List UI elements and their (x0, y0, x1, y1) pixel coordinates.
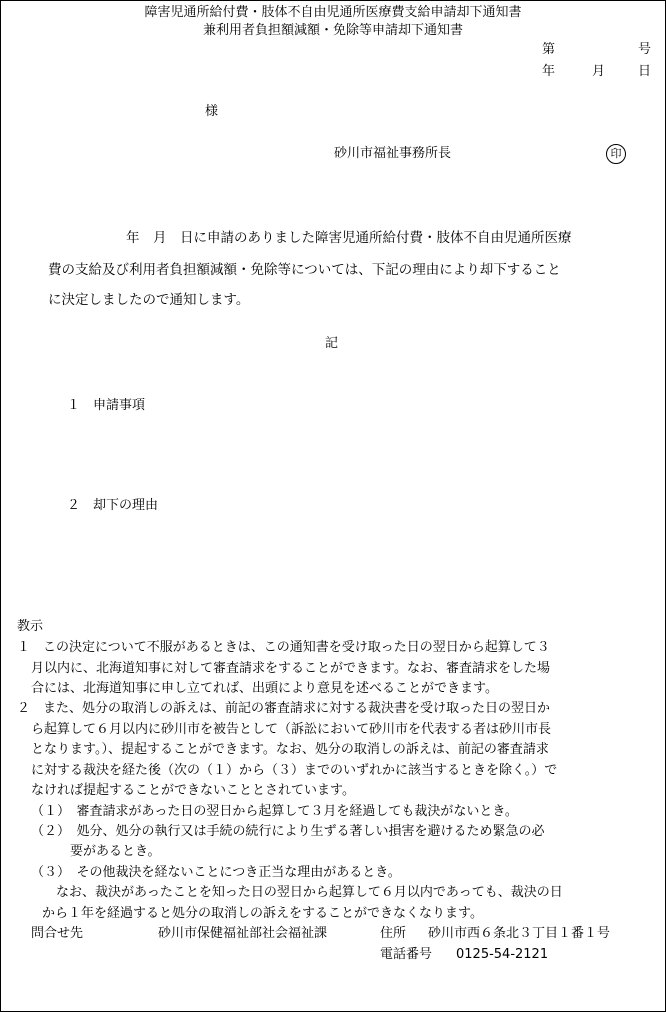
notice-line: から１年を経過すると処分の取消しの訴えをすることができなくなります。 (42, 906, 483, 921)
number-go: 号 (638, 42, 652, 57)
seal-mark: 印 (606, 144, 626, 164)
notice-line: （１） 審査請求があった日の翌日から起算して３月を経過しても裁決がないとき。 (31, 804, 518, 819)
document-title-line1: 障害児通所給付費・肢体不自由児通所医療費支給申請却下通知書 (144, 5, 522, 20)
contact-phone: 0125-54-2121 (456, 947, 549, 962)
contact-label: 問合せ先 (31, 926, 84, 941)
notice-line: なければ提起することができないこととされています。 (31, 783, 355, 798)
notice-line: なお、裁決があったことを知った日の翌日から起算して６月以内であっても、裁決の日 (56, 885, 563, 900)
addressee-sama: 様 (205, 104, 219, 119)
contact-address: 砂川市西６条北３丁目１番１号 (428, 926, 611, 941)
body-line-3: に決定しましたので通知します。 (48, 292, 250, 308)
notice-line: 月以内に、北海道知事に対して審査請求をすることができます。なお、審査請求をした場 (31, 661, 550, 676)
contact-phone-label: 電話番号 (380, 947, 433, 962)
notice-line: となります。）、提起することができます。なお、処分の取消しの訴えは、前記の審査請求 (31, 742, 549, 757)
notice-line: に対する裁決を経た後（次の（１）から（３）までのいずれかに該当するときを除く。）で (31, 763, 558, 778)
sender-name: 砂川市福祉事務所長 (334, 146, 452, 161)
item-application: １ 申請事項 (67, 398, 146, 413)
notice-line: ら起算して６月以内に砂川市を被告として（訴訟において砂川市を代表する者は砂川市長 (31, 722, 552, 737)
contact-address-label: 住所 (380, 926, 407, 941)
ki-heading: 記 (325, 336, 339, 351)
date-year: 年 (542, 64, 556, 79)
item-reason: ２ 却下の理由 (67, 498, 159, 513)
contact-department: 砂川市保健福祉部社会福祉課 (158, 926, 328, 941)
notice-line: （２） 処分、処分の執行又は手続の続行により生ずる著しい損害を避けるため緊急の必 (31, 824, 545, 839)
notice-line: ２ また、処分の取消しの訴えは、前記の審査請求に対する裁決書を受け取った日の翌日か (17, 701, 551, 716)
number-dai: 第 (542, 42, 556, 57)
date-day: 日 (638, 64, 652, 79)
date-month: 月 (592, 64, 606, 79)
body-line-2: 費の支給及び利用者負担額減額・免除等については、下記の理由により却下すること (48, 262, 561, 278)
notice-heading: 教示 (17, 619, 44, 634)
body-line-1: 年 月 日に申請のありました障害児通所給付費・肢体不自由児通所医療 (126, 230, 572, 246)
notice-line: 要があるとき。 (70, 844, 161, 859)
notice-line: １ この決定について不服があるときは、この通知書を受け取った日の翌日から起算して３ (17, 640, 550, 655)
notice-line: 合には、北海道知事に申し立てれば、出頭により意見を述べることができます。 (31, 681, 498, 696)
document-title-line2: 兼利用者負担額減額・免除等申請却下通知書 (202, 23, 463, 38)
notice-line: （３） その他裁決を経ないことにつき正当な理由があるとき。 (31, 865, 401, 880)
